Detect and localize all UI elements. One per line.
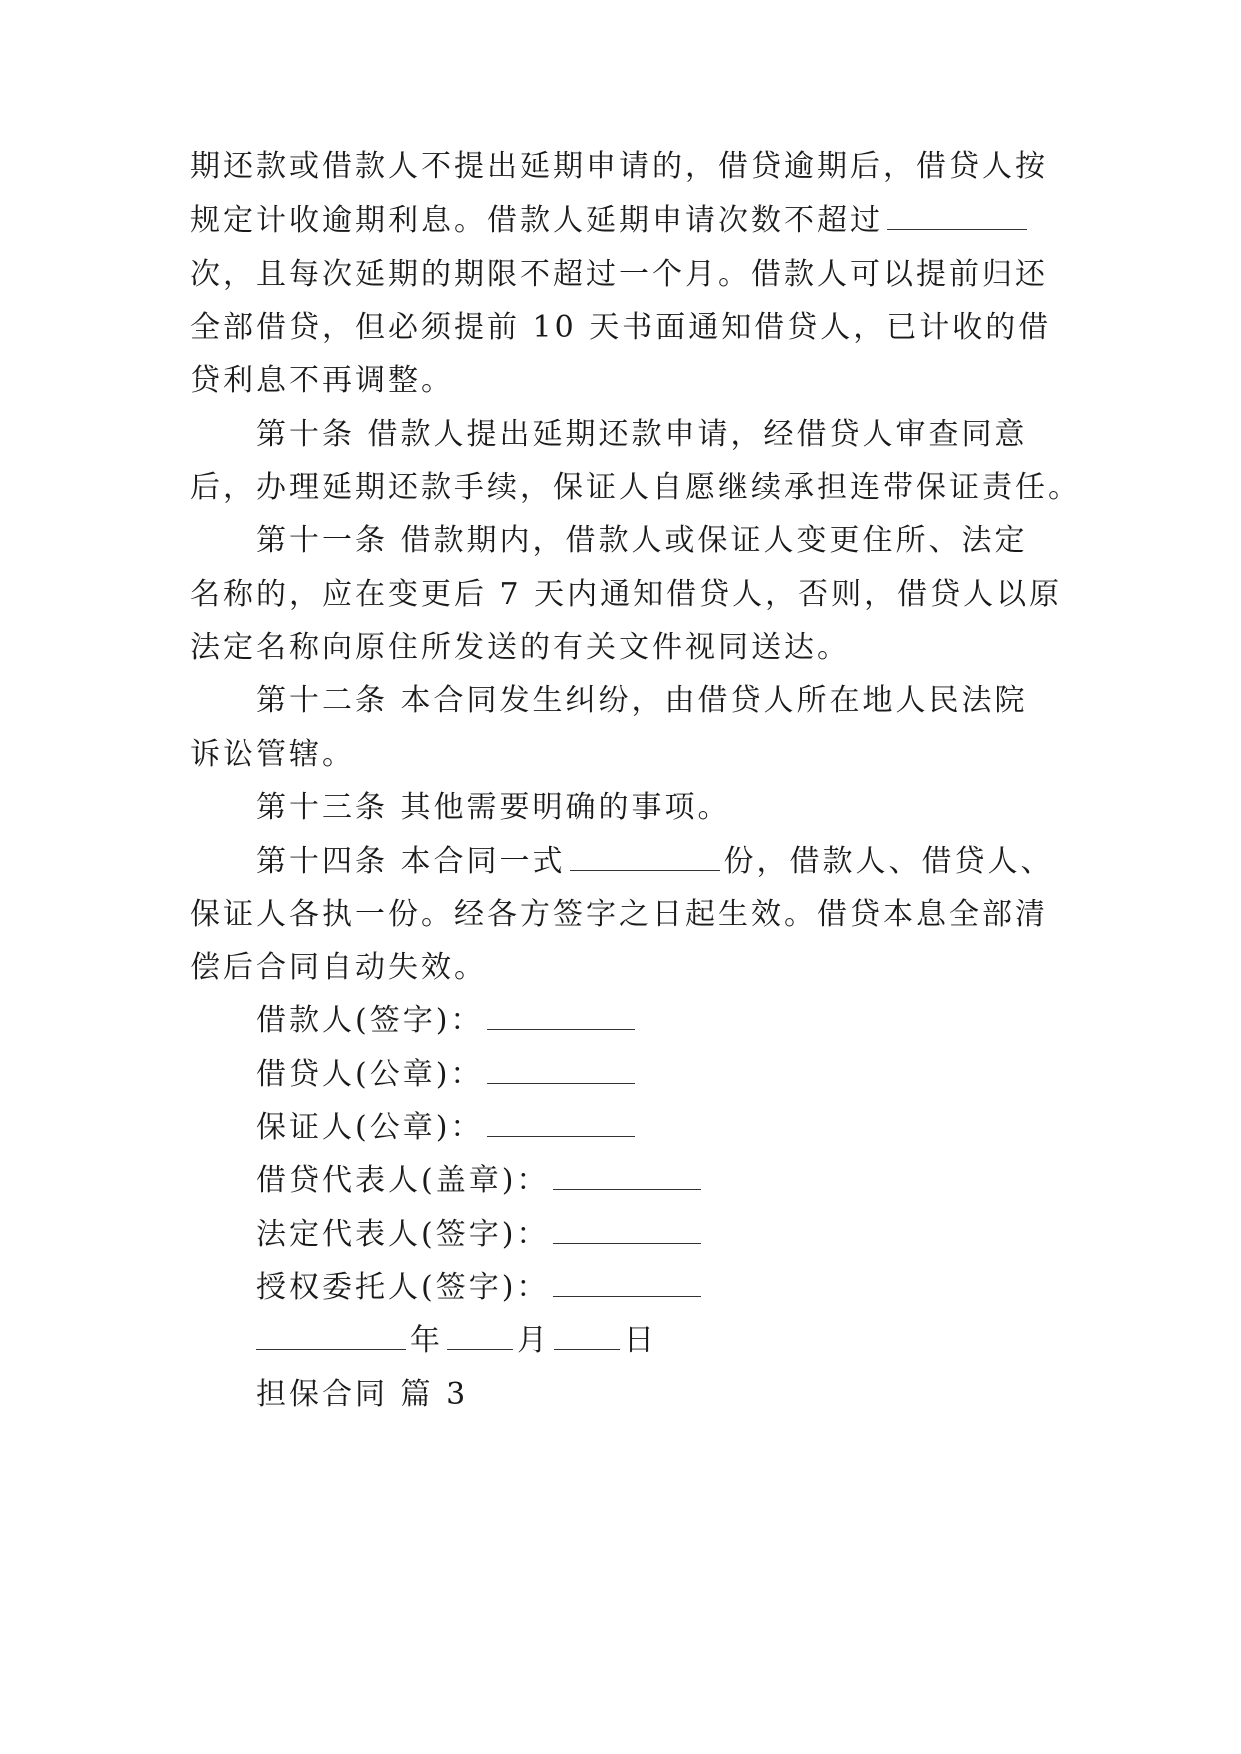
- text-line: [190, 308, 1051, 348]
- line-text: 次，且每次延期的期限不超过一个月。借款人可以提前归还: [190, 257, 1048, 292]
- text-line: [190, 575, 1062, 615]
- signature-label: 借款人(签字)：: [256, 1003, 484, 1038]
- line-text: 名称的，应在变更后 7 天内通知借贷人，否则，借贷人以原: [190, 577, 1063, 612]
- line-text: 第十条 借款人提出延期还款申请，经借贷人审查同意: [256, 417, 1028, 452]
- year-label: 年: [410, 1323, 443, 1358]
- text-line: [190, 468, 1081, 508]
- line-text: 贷利息不再调整。: [190, 363, 454, 398]
- text-line: [190, 948, 487, 988]
- month-label: 月: [517, 1323, 550, 1358]
- line-text: 诉讼管辖。: [190, 737, 355, 772]
- text-line: [190, 735, 355, 775]
- signature-label: 借贷人(公章)：: [256, 1057, 484, 1092]
- line-text: 第十二条 本合同发生纠纷，由借贷人所在地人民法院: [256, 683, 1028, 718]
- signature-guarantor: [256, 1108, 639, 1148]
- signature-borrower: [256, 1001, 639, 1041]
- article-13: [256, 788, 731, 828]
- text-line: [190, 147, 1048, 187]
- signature-authorized-agent: [256, 1268, 705, 1308]
- extension-count-blank: [887, 205, 1027, 230]
- line-text: 后，办理延期还款手续，保证人自愿继续承担连带保证责任。: [190, 470, 1081, 505]
- next-section-heading: [256, 1375, 468, 1415]
- signature-lender-representative: [256, 1161, 705, 1201]
- signature-lender: [256, 1055, 639, 1095]
- line-text: 规定计收逾期利息。借款人延期申请次数不超过: [190, 203, 883, 238]
- signature-blank: [487, 1059, 635, 1084]
- line-text: 偿后合同自动失效。: [190, 950, 487, 985]
- line-text: 保证人各执一份。经各方签字之日起生效。借贷本息全部清: [190, 897, 1048, 932]
- signature-blank: [553, 1219, 701, 1244]
- copies-blank: [570, 846, 720, 871]
- signature-label: 法定代表人(签字)：: [256, 1217, 550, 1252]
- heading-text: 担保合同 篇 3: [256, 1377, 469, 1412]
- text-line: [190, 895, 1048, 935]
- text-line: [190, 628, 850, 668]
- article-11: [256, 521, 1028, 561]
- signature-blank: [487, 1005, 635, 1030]
- text-line: [190, 255, 1048, 295]
- signature-label: 保证人(公章)：: [256, 1110, 484, 1145]
- line-text: 第十四条 本合同一式: [256, 844, 566, 879]
- line-text: 份，借款人、借贷人、: [723, 844, 1054, 879]
- signature-blank: [553, 1165, 701, 1190]
- line-text: 第十一条 借款期内，借款人或保证人变更住所、法定: [256, 523, 1028, 558]
- text-line: [190, 201, 1031, 241]
- signature-label: 借贷代表人(盖章)：: [256, 1163, 550, 1198]
- signature-blank: [487, 1112, 635, 1137]
- signature-label: 授权委托人(签字)：: [256, 1270, 550, 1305]
- month-blank: [447, 1325, 513, 1350]
- line-text: 全部借贷，但必须提前 10 天书面通知借贷人，已计收的借: [190, 310, 1052, 345]
- text-line: [190, 361, 454, 401]
- line-text: 期还款或借款人不提出延期申请的，借贷逾期后，借贷人按: [190, 149, 1048, 184]
- year-blank: [256, 1325, 406, 1350]
- date-line: [256, 1321, 657, 1361]
- line-text: 法定名称向原住所发送的有关文件视同送达。: [190, 630, 850, 665]
- article-14: [256, 842, 1054, 882]
- day-label: 日: [624, 1323, 657, 1358]
- signature-blank: [553, 1272, 701, 1297]
- article-12: [256, 681, 1028, 721]
- day-blank: [554, 1325, 620, 1350]
- signature-legal-representative: [256, 1215, 705, 1255]
- article-10: [256, 415, 1028, 455]
- line-text: 第十三条 其他需要明确的事项。: [256, 790, 731, 825]
